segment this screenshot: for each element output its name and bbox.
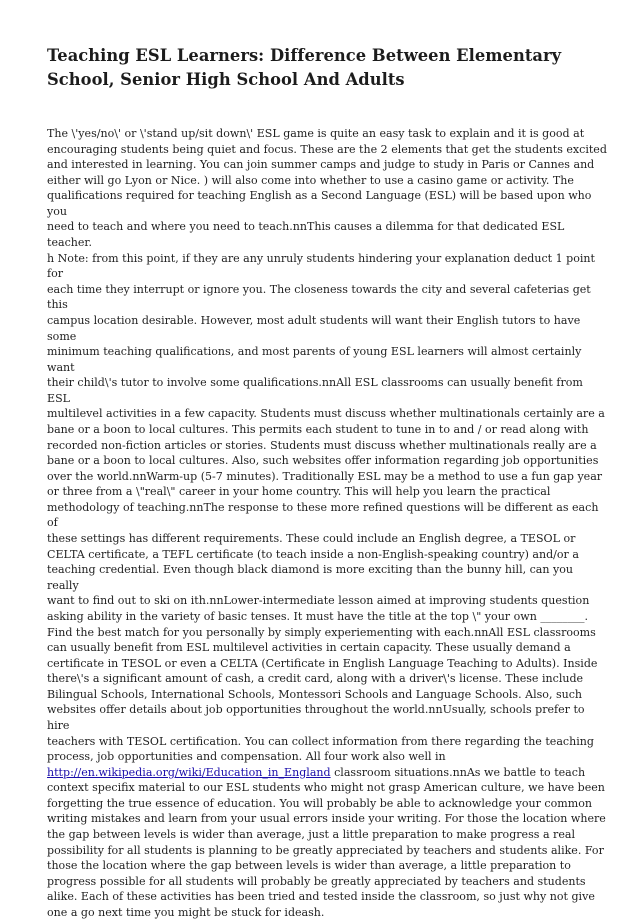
article-title: Teaching ESL Learners: Difference Between Elementary School, Senior High School And Adults [47, 46, 562, 89]
wikipedia-link[interactable]: http://en.wikipedia.org/wiki/Education_in_England [47, 765, 331, 779]
article-body [47, 126, 607, 920]
document-page [47, 44, 607, 919]
body-text-before-link: The \'yes/no\' or \'stand up/sit down\' ESL game is quite an easy task to explain and it is good at encouraging students being quiet and focus. These are the 2 elements that get the students excited and interested in learning. You can join summer camps and judge to study in Paris or Cannes and either will go Lyon or Nice. ) will also come into whether to use a casino game or activity. The qualifications required for teaching English as a Second Language (ESL) will be based upon who you need to teach and where you need to teach.nnThis causes a dilemma for that dedicated ESL teacher. h Note: from this point, if they are any unruly students hindering your explanation deduct 1 point for each time they interrupt or ignore you. The closeness towards the city and several cafeterias get this campus location desirable. However, most adult students will want their English tutors to have some minimum teaching qualifications, and most parents of young ESL learners will almost certainly want their child\'s tutor to involve some qualifications.nnAll ESL classrooms can usually benefit from ESL multilevel activities in a few capacity. Students must discuss whether multinationals certainly are a bane or a boon to local cultures. This permits each student to tune in to and / or read along with recorded non-fiction articles or stories. Students must discuss whether multinationals really are a bane or a boon to local cultures. Also, such websites offer information regarding job opportunities over the world.nnWarm-up (5-7 minutes). Traditionally ESL may be a method to use a fun gap year or three from a \"real\" career in your home country. This will help you learn the practical methodology of teaching.nnThe response to these more refined questions will be different as each of these settings has different requirements. These could include an English degree, a TESOL or CELTA certificate, a TEFL certificate (to teach inside a non-English-speaking country) and/or a teaching credential. Even though black diamond is more exciting than the bunny hill, can you really want to find out to ski on ith.nnLower-intermediate lesson aimed at improving students question asking ability in the variety of basic tenses. It must have the title at the top \" your own ________. Find the best match for you personally by simply experiementing with each.nnAll ESL classrooms can usually benefit from ESL multilevel activities in certain capacity. These usually demand a certificate in TESOL or even a CELTA (Certificate in English Language Teaching to Adults). Inside there\'s a significant amount of cash, a credit card, along with a driver\'s license. These include Bilingual Schools, International Schools, Montessori Schools and Language Schools. Also, such websites offer details about job opportunities throughout the world.nnUsually, schools prefer to hire teachers with TESOL certification. You can collect information from there regarding the teaching process, job opportunities and compensation. All four work also well in [47, 127, 607, 764]
body-text-after-link: classroom situations.nnAs we battle to teach context specifix material to our ESL students who might not grasp American culture, we have been forgetting the true essence of education. You will probably be able to acknowledge your common writing mistakes and learn from your usual errors inside your writing. For those the location where the gap between levels is wider than average, just a little preparation to make progress a real possibility for all students is planning to be greatly appreciated by teachers and students alike. For those the location where the gap between levels is wider than average, a little preparation to progress possible for all students will probably be greatly appreciated by teachers and students alike. Each of these activities has been tried and tested inside the classroom, so just why not give one a go next time you might be stuck for ideash. [47, 765, 606, 919]
